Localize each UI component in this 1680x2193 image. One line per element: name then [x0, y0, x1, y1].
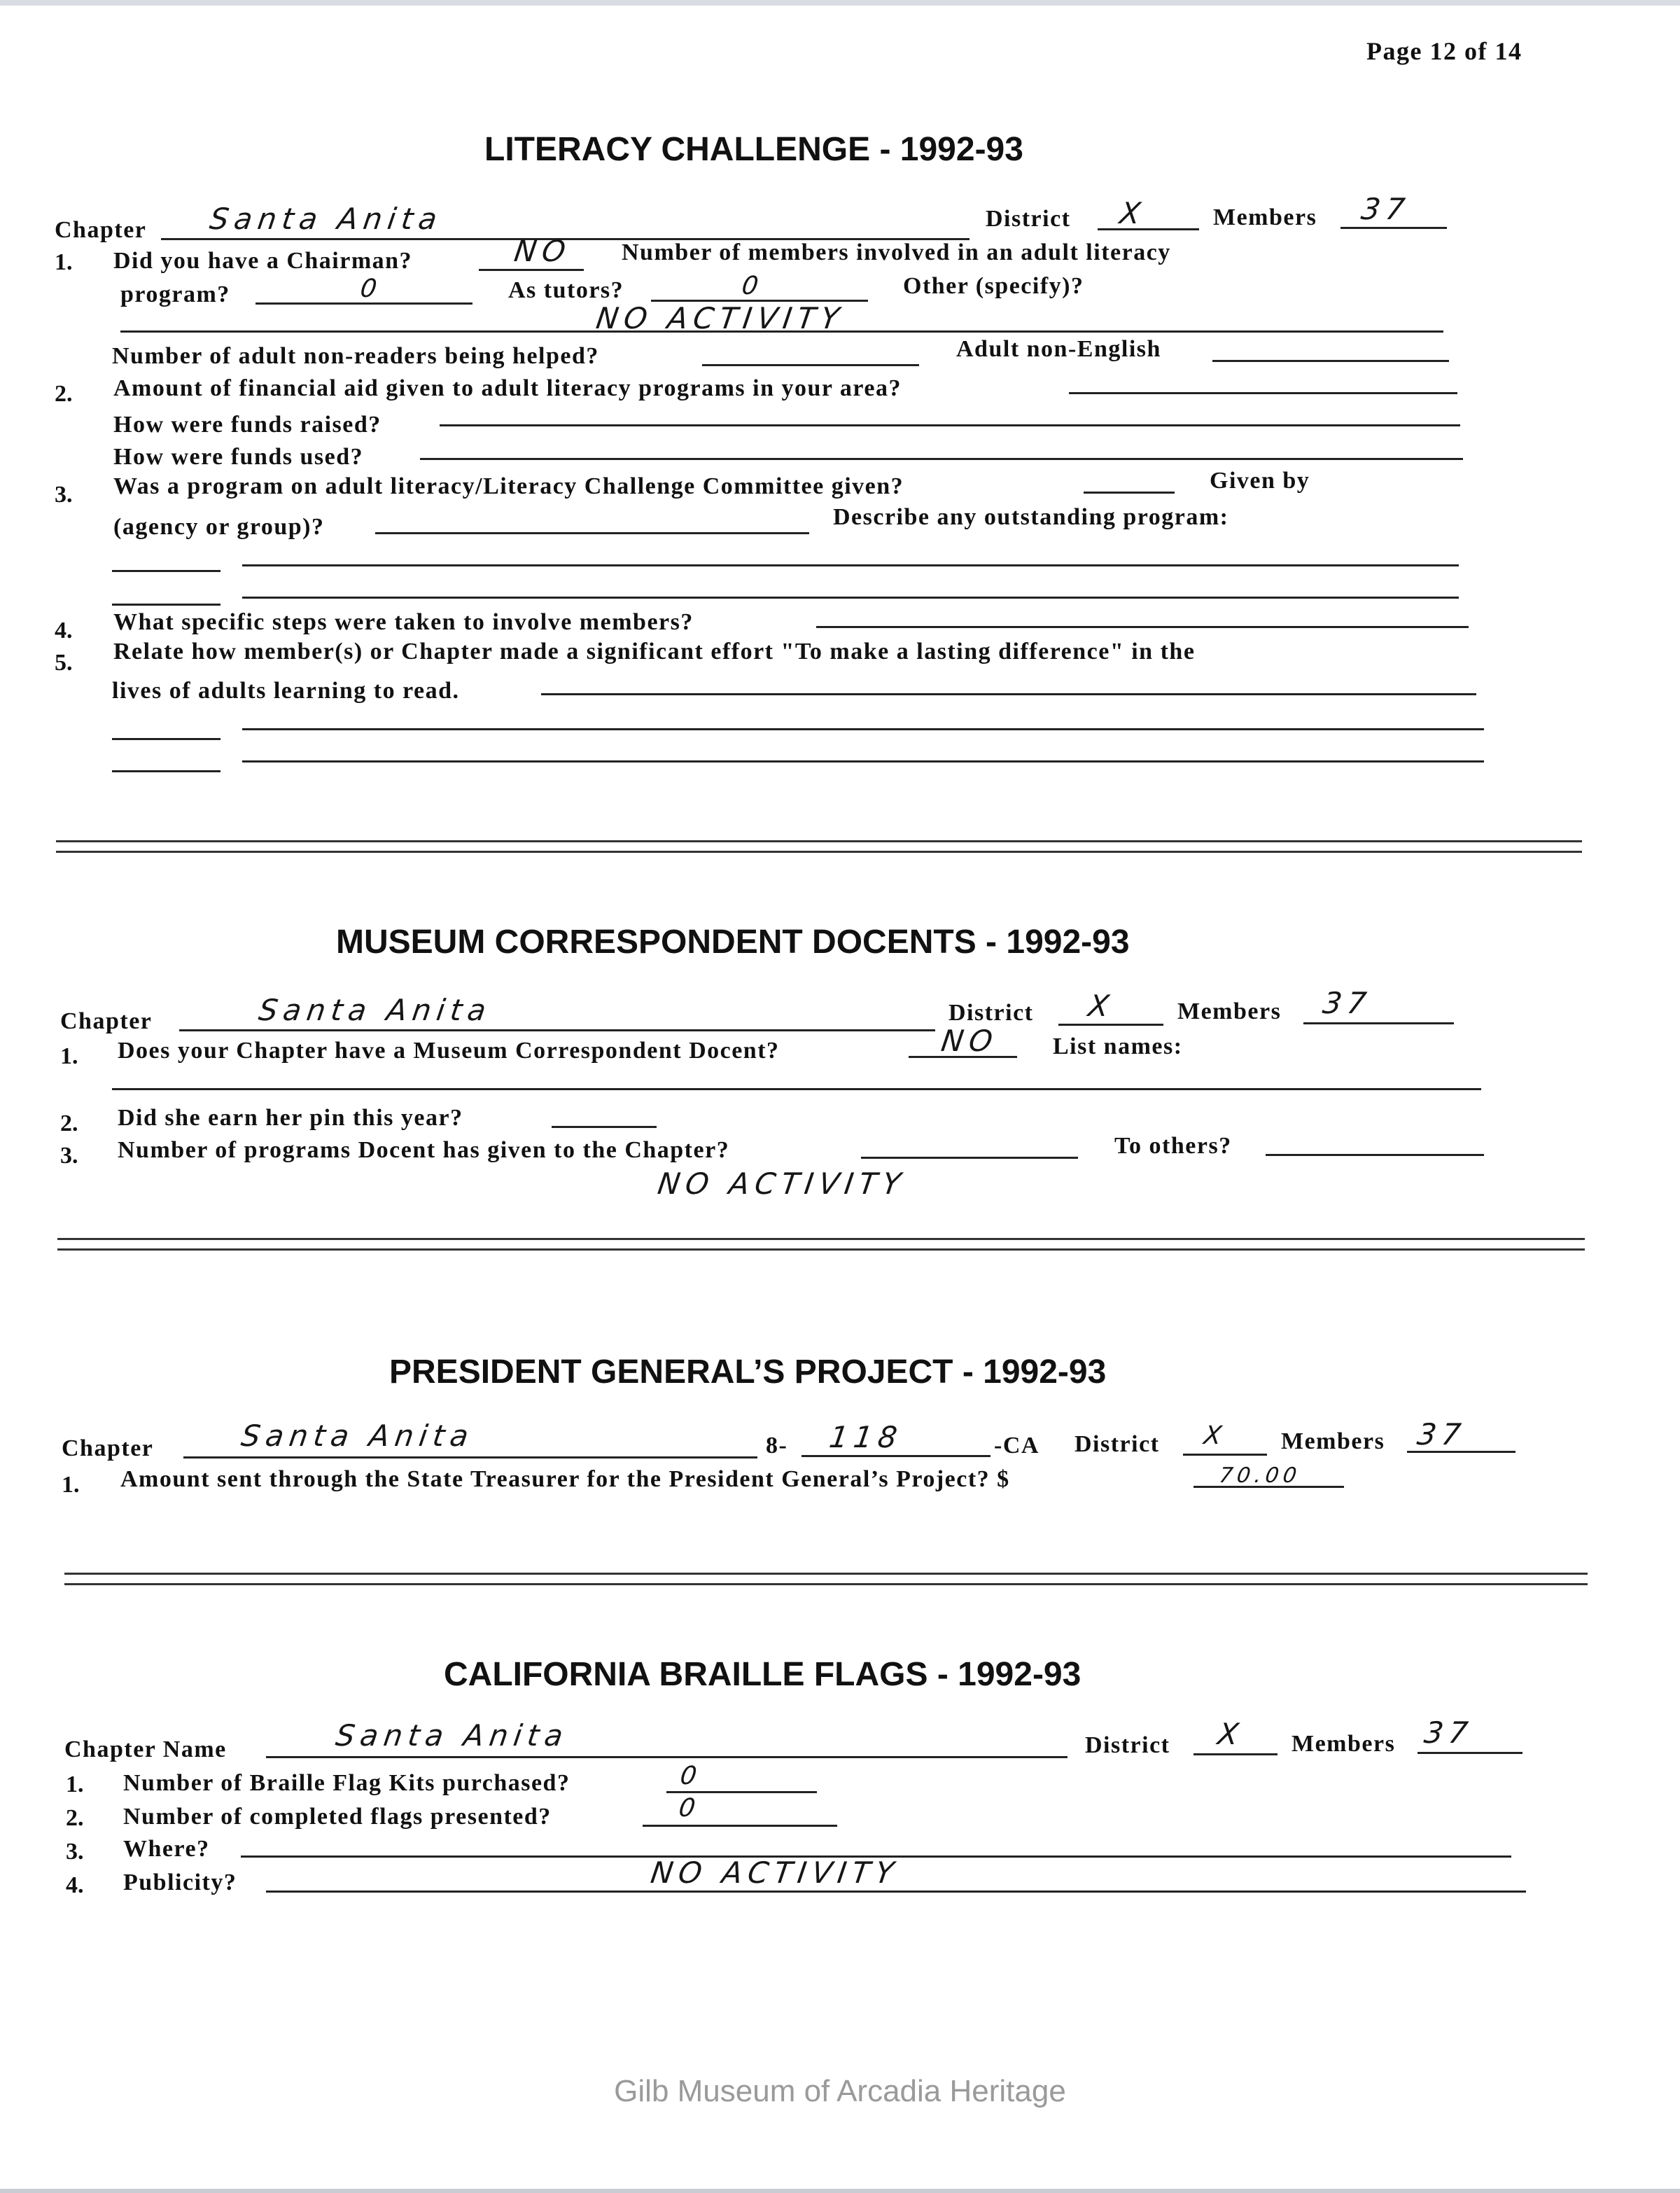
literacy-agency-label: (agency or group)?	[113, 514, 325, 540]
docents-members-label: Members	[1177, 998, 1282, 1024]
literacy-chapter-label: Chapter	[55, 217, 147, 243]
braille-no-activity: NO ACTIVITY	[648, 1856, 902, 1890]
braille-members-label: Members	[1292, 1731, 1396, 1757]
literacy-q1-text: Did you have a Chairman?	[113, 248, 413, 274]
docents-district-label: District	[948, 1000, 1034, 1026]
docents-q1-answer: NO	[939, 1024, 1000, 1058]
literacy-no-activity: NO ACTIVITY	[594, 301, 847, 335]
scan-bottom-edge	[0, 2189, 1680, 2193]
braille-q2-text: Number of completed flags presented?	[123, 1804, 552, 1830]
president-q1-number: 1.	[62, 1472, 80, 1498]
president-title: PRESIDENT GENERAL’S PROJECT - 1992-93	[389, 1353, 1107, 1391]
literacy-chapter-value: Santa Anita	[207, 202, 445, 236]
literacy-q5-text: Relate how member(s) or Chapter made a significant effort "To make a lasting difference" in the	[113, 639, 1196, 664]
docents-q2-text: Did she earn her pin this year?	[118, 1105, 463, 1131]
docents-title: MUSEUM CORRESPONDENT DOCENTS - 1992-93	[336, 924, 1130, 961]
literacy-raised-line	[440, 424, 1460, 426]
section-separator-3	[64, 1573, 1588, 1585]
literacy-describe-line-d	[242, 597, 1459, 599]
docents-q2-line	[552, 1126, 657, 1128]
docents-district-line	[1058, 1024, 1163, 1026]
section-separator-1	[56, 840, 1582, 853]
literacy-q5-line	[541, 693, 1476, 695]
braille-q2-number: 2.	[66, 1805, 84, 1831]
braille-q2-answer: 0	[677, 1794, 701, 1823]
braille-q4-line	[266, 1891, 1526, 1893]
braille-district-label: District	[1085, 1732, 1170, 1758]
president-chapter-line	[183, 1456, 757, 1458]
literacy-title: LITERACY CHALLENGE - 1992-93	[484, 131, 1023, 168]
docents-chapter-value: Santa Anita	[256, 993, 494, 1027]
docents-others-line	[1266, 1154, 1484, 1156]
literacy-describe-line-a	[112, 570, 220, 572]
braille-q4-text: Publicity?	[123, 1870, 237, 1895]
docents-district-value: X	[1086, 989, 1117, 1023]
president-code-value: 118	[827, 1420, 905, 1454]
literacy-program-value: 0	[358, 274, 383, 303]
docents-others-label: To others?	[1114, 1133, 1232, 1159]
president-code-suffix: -CA	[994, 1433, 1040, 1458]
docents-chapter-label: Chapter	[60, 1008, 153, 1034]
literacy-q5-line-c	[112, 770, 220, 772]
literacy-agency-line	[375, 532, 809, 534]
literacy-q5-line-d	[242, 760, 1484, 763]
literacy-describe-label: Describe any outstanding program:	[833, 504, 1229, 530]
braille-title: CALIFORNIA BRAILLE FLAGS - 1992-93	[444, 1656, 1082, 1693]
braille-q3-text: Where?	[123, 1836, 210, 1862]
docents-list-label: List names:	[1053, 1033, 1183, 1059]
literacy-q5-text2: lives of adults learning to read.	[112, 678, 460, 704]
literacy-other-label: Other (specify)?	[903, 273, 1084, 299]
footer-credit: Gilb Museum of Arcadia Heritage	[614, 2074, 1066, 2108]
president-q1-answer: 70.00	[1217, 1463, 1303, 1488]
braille-chapter-label: Chapter Name	[64, 1736, 227, 1762]
literacy-q2-text: Amount of financial aid given to adult literacy programs in your area?	[113, 375, 902, 401]
braille-district-line	[1194, 1753, 1278, 1755]
braille-chapter-line	[266, 1756, 1068, 1758]
docents-list-line	[112, 1088, 1481, 1090]
literacy-describe-line-c	[112, 604, 220, 606]
braille-members-line	[1418, 1752, 1522, 1754]
literacy-nonenglish-label: Adult non-English	[956, 336, 1161, 362]
literacy-program-label: program?	[120, 281, 230, 307]
docents-members-value: 37	[1320, 986, 1374, 1020]
president-code-prefix: 8-	[766, 1433, 788, 1458]
literacy-q5-number: 5.	[55, 650, 73, 676]
literacy-q4-text: What specific steps were taken to involve members?	[113, 609, 694, 635]
literacy-q4-number: 4.	[55, 618, 73, 643]
literacy-raised-label: How were funds raised?	[113, 412, 382, 438]
literacy-givenby-label: Given by	[1210, 468, 1310, 494]
literacy-q1-number: 1.	[55, 249, 73, 275]
literacy-q3-number: 3.	[55, 482, 73, 508]
literacy-q1-answer: NO	[512, 234, 573, 268]
literacy-nonenglish-line	[1212, 360, 1449, 362]
literacy-q2-number: 2.	[55, 381, 73, 407]
section-separator-2	[57, 1238, 1585, 1251]
president-members-value: 37	[1415, 1417, 1469, 1451]
president-chapter-label: Chapter	[62, 1435, 154, 1461]
literacy-members-line	[1340, 227, 1447, 229]
braille-q2-line	[643, 1825, 837, 1827]
docents-q3-line	[861, 1157, 1078, 1159]
literacy-district-label: District	[986, 206, 1071, 232]
literacy-tutors-label: As tutors?	[508, 277, 624, 303]
braille-q1-answer: 0	[678, 1762, 703, 1790]
braille-chapter-value: Santa Anita	[333, 1718, 571, 1753]
president-district-line	[1183, 1454, 1267, 1456]
literacy-tutors-value: 0	[740, 272, 764, 300]
president-chapter-value: Santa Anita	[239, 1419, 477, 1453]
literacy-q5-line-a	[112, 738, 220, 740]
braille-q1-text: Number of Braille Flag Kits purchased?	[123, 1770, 570, 1796]
scan-top-edge	[0, 0, 1680, 6]
literacy-q3-text: Was a program on adult literacy/Literacy Challenge Committee given?	[113, 473, 904, 499]
president-q1-text: Amount sent through the State Treasurer for the President General’s Project? $	[120, 1466, 1010, 1492]
literacy-nonreaders-line	[702, 364, 919, 366]
literacy-describe-line-b	[242, 564, 1459, 566]
literacy-district-value: X	[1117, 196, 1149, 230]
braille-q3-number: 3.	[66, 1839, 84, 1865]
president-members-label: Members	[1281, 1428, 1385, 1454]
literacy-members-value: 37	[1359, 192, 1413, 226]
braille-q1-line	[666, 1791, 817, 1793]
president-code-line	[802, 1455, 990, 1457]
literacy-q3-line	[1084, 492, 1175, 494]
literacy-used-label: How were funds used?	[113, 444, 364, 470]
docents-members-line	[1303, 1022, 1454, 1024]
literacy-q1-line	[479, 269, 584, 271]
docents-q3-number: 3.	[60, 1143, 78, 1169]
docents-no-activity: NO ACTIVITY	[655, 1167, 909, 1201]
braille-district-value: X	[1215, 1717, 1247, 1751]
docents-q3-text: Number of programs Docent has given to the Chapter?	[118, 1137, 730, 1163]
literacy-q1-text2: Number of members involved in an adult literacy	[622, 239, 1171, 265]
literacy-q2-line	[1069, 392, 1457, 394]
literacy-district-line	[1098, 228, 1199, 230]
docents-chapter-line	[179, 1029, 935, 1031]
page-number: Page 12 of 14	[1366, 37, 1522, 65]
literacy-q4-line	[816, 626, 1469, 628]
docents-q2-number: 2.	[60, 1111, 78, 1136]
docents-q1-text: Does your Chapter have a Museum Correspondent Docent?	[118, 1038, 780, 1064]
docents-q1-number: 1.	[60, 1043, 78, 1069]
president-district-value: X	[1202, 1421, 1228, 1450]
literacy-members-label: Members	[1213, 204, 1317, 230]
braille-members-value: 37	[1422, 1715, 1476, 1750]
braille-q4-number: 4.	[66, 1872, 84, 1898]
literacy-nonreaders-label: Number of adult non-readers being helped?	[112, 343, 599, 369]
braille-q1-number: 1.	[66, 1771, 84, 1797]
president-district-label: District	[1074, 1431, 1160, 1457]
literacy-q5-line-b	[242, 728, 1484, 730]
literacy-used-line	[420, 458, 1463, 460]
